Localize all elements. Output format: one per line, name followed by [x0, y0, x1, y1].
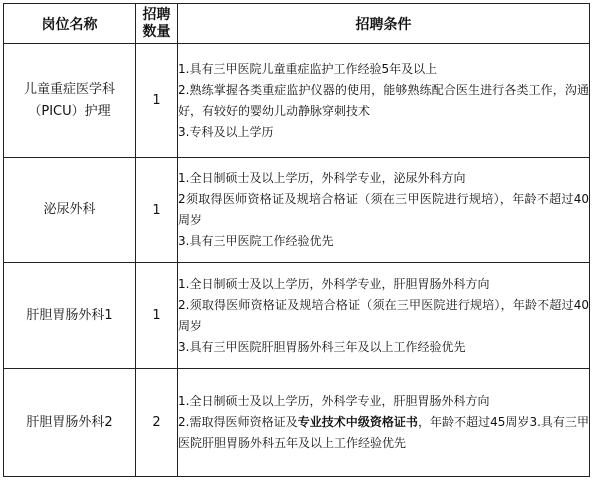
table-row: [4, 158, 590, 263]
condition-line: 3.专科及以上学历: [178, 124, 274, 139]
condition-line: 1.全日制硕士及以上学历，外科学专业，泌尿外科方向: [178, 171, 466, 185]
condition-line: 1.全日制硕士及以上学历，外科学专业，肝胆胃肠外科方向: [178, 394, 490, 408]
condition-line: [178, 412, 589, 454]
condition-line: 2.熟练掌握各类重症监护仪器的使用，能够熟练配合医生进行各类工作，沟通好，有较好的婴幼儿动静脉穿刺技术: [178, 82, 589, 118]
position-conditions: [178, 369, 590, 477]
position-quantity: 1: [136, 263, 178, 369]
condition-text: ，年龄不超过45周岁3.具有三甲医院肝胆胃肠外科五年及以上工作经验优先: [178, 415, 589, 450]
condition-line: 1.具有三甲医院儿童重症监护工作经验5年及以上: [178, 61, 438, 76]
condition-line: 2.须取得医师资格证及规培合格证（须在三甲医院进行规培），年龄不超过40周岁: [178, 297, 589, 333]
table-header-row: [4, 4, 590, 44]
position-name: 肝胆胃肠外科2: [4, 369, 136, 477]
header-conditions: 招聘条件: [178, 4, 590, 44]
condition-emphasis: 专业技术中级资格证书: [297, 415, 418, 429]
position-quantity: 1: [136, 158, 178, 263]
condition-line: 3.具有三甲医院肝胆胃肠外科三年及以上工作经验优先: [178, 339, 466, 354]
position-conditions: [178, 44, 590, 158]
position-name: 儿童重症医学科（PICU）护理: [4, 44, 136, 158]
position-conditions: [178, 263, 590, 369]
condition-line: 1.全日制硕士及以上学历，外科学专业，肝胆胃肠外科方向: [178, 276, 490, 291]
position-quantity: 1: [136, 44, 178, 158]
table-row: [4, 44, 590, 158]
table-row: [4, 263, 590, 369]
position-quantity: 2: [136, 369, 178, 477]
header-position: 岗位名称: [4, 4, 136, 44]
condition-text: 2.需取得医师资格证及: [178, 415, 298, 429]
condition-line: 2须取得医师资格证及规培合格证（须在三甲医院进行规培），年龄不超过40周岁: [178, 192, 589, 227]
header-quantity: 招聘数量: [136, 4, 178, 44]
position-conditions: [178, 158, 590, 263]
position-name: 肝胆胃肠外科1: [4, 263, 136, 369]
table-row: [4, 369, 590, 477]
condition-line: 3.具有三甲医院工作经验优先: [178, 234, 334, 248]
position-name: 泌尿外科: [4, 158, 136, 263]
recruitment-table: [3, 3, 590, 477]
